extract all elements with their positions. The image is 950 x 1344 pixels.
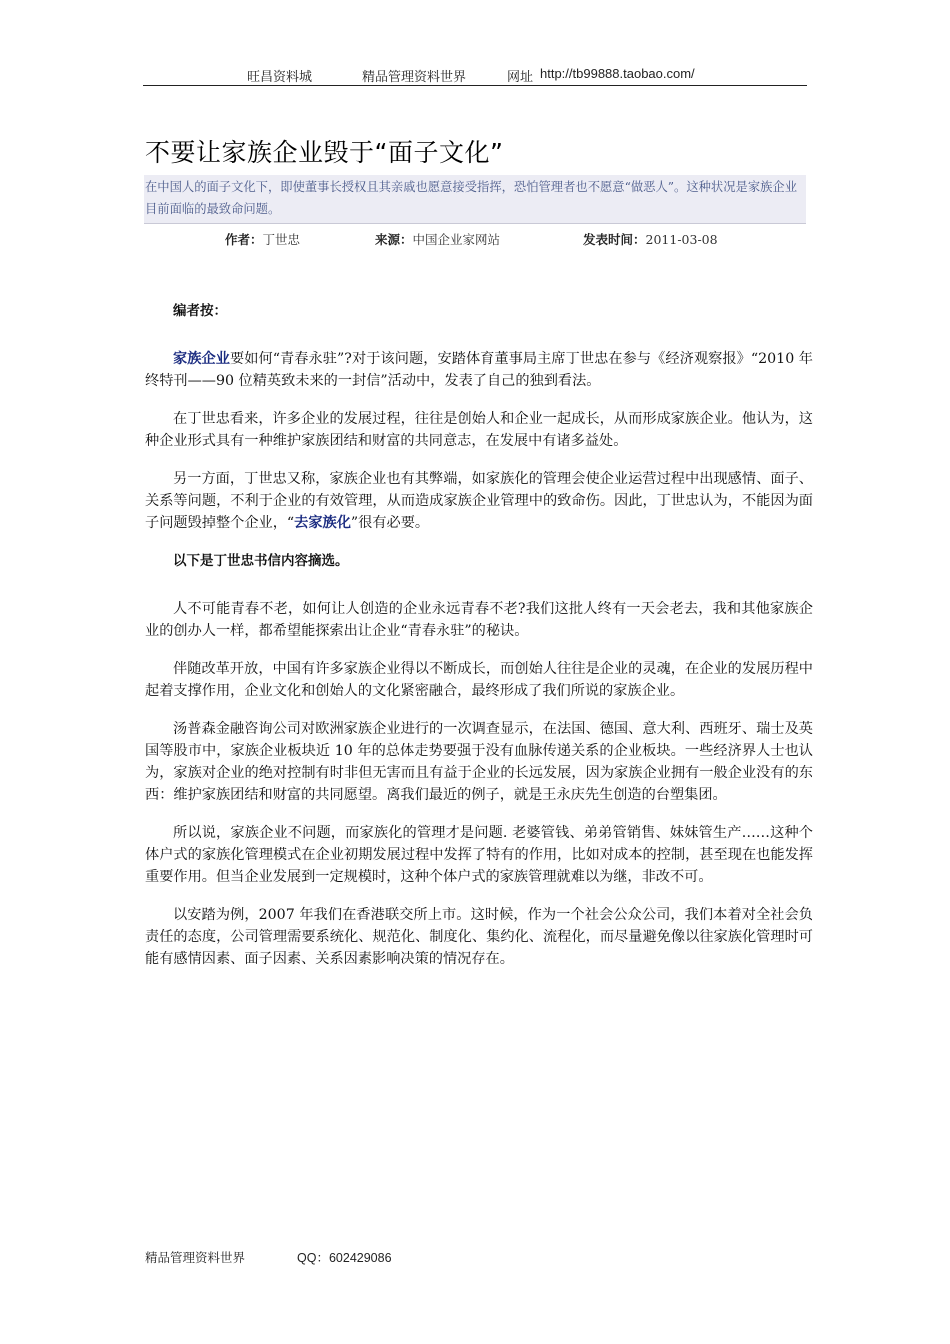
author-label: 作者： [225,232,263,247]
header-divider [143,85,807,86]
paragraph-5: 伴随改革开放，中国有许多家族企业得以不断成长，而创始人往往是企业的灵魂，在企业的发展历程中起着支撑作用，企业文化和创始人的文化紧密融合，最终形成了我们所说的家族企业。 [145,661,813,699]
source-meta [375,230,500,248]
article-body [145,300,813,986]
excerpt-heading: 以下是丁世忠书信内容摘选。 [173,553,349,569]
family-business-link[interactable]: 家族企业 [173,351,230,367]
header-url[interactable]: http://tb99888.taobao.com/ [540,66,695,81]
article-summary: 在中国人的面子文化下，即使董事长授权且其亲戚也愿意接受指挥，恐怕管理者也不愿意“做恶人”。这种状况是家族企业目前面临的最致命问题。 [145,180,798,216]
date-label: 发表时间： [583,232,646,247]
paragraph-4: 人不可能青春不老，如何让人创造的企业永远青春不老?我们这批人终有一天会老去，我和其他家族企业的创办人一样，都希望能探索出让企业“青春永驻”的秘诀。 [145,601,813,639]
header-shop-name: 旺昌资料城 [247,69,313,84]
paragraph-1 [145,348,813,392]
paragraph-3-text-b: ”很有必要。 [350,515,430,531]
paragraph-3 [145,468,813,534]
paragraph-8: 以安踏为例，2007 年我们在香港联交所上市。这时候，作为一个社会公众公司，我们本着对全社会负责任的态度，公司管理需要系统化、规范化、制度化、集约化、流程化，而尽量避免像以往家族化管理时可能有感情因素、面子因素、关系因素影响决策的情况存在。 [145,907,813,967]
header-world-name: 精品管理资料世界 [362,69,467,84]
source-name: 中国企业家网站 [412,232,501,247]
footer-qq: QQ：602429086 [297,1251,392,1265]
paragraph-1-text: 要如何“青春永驻”?对于该问题，安踏体育董事局主席丁世忠在参与《经济观察报》“2010 年终特刊——90 位精英致未来的一封信”活动中，发表了自己的独到看法。 [145,351,813,389]
source-label: 来源： [375,232,413,247]
paragraph-2: 在丁世忠看来，许多企业的发展过程，往往是创始人和企业一起成长，从而形成家族企业。他认为，这种企业形式具有一种维护家族团结和财富的共同意志，在发展中有诸多益处。 [145,411,813,449]
editor-note-heading: 编者按： [173,303,227,319]
article-summary-box [144,175,806,224]
date-meta [583,230,718,248]
header-url-label: 网址 [507,69,534,84]
publish-date: 2011-03-08 [645,232,718,247]
paragraph-6: 汤普森金融咨询公司对欧洲家族企业进行的一次调查显示，在法国、德国、意大利、西班牙、瑞士及英国等股市中，家族企业板块近 10 年的总体走势要强于没有血脉传递关系的企业板块。一些经济界人士也认为，家族对企业的绝对控制有时非但无害而且有益于企业的长远发展，因为家族企业拥有一般企业没有的东西：维护家族团结和财富的共同愿望。离我们最近的例子，就是王永庆先生创造的台塑集团。 [145,721,813,803]
page-footer [145,1248,444,1266]
paragraph-7: 所以说，家族企业不问题，而家族化的管理才是问题. 老婆管钱、弟弟管销售、妹妹管生产……这种个体户式的家族化管理模式在企业初期发展过程中发挥了特有的作用，比如对成本的控制，甚至现在也能发挥重要作用。但当企业发展到一定规模时，这种个体户式的家族管理就难以为继，非改不可。 [145,825,813,885]
author-meta [225,230,300,248]
page-header [143,66,807,86]
author-name: 丁世忠 [262,232,301,247]
de-familization-link[interactable]: 去家族化 [294,515,351,531]
footer-world-name: 精品管理资料世界 [145,1251,246,1265]
paragraph-3-text-a: 另一方面，丁世忠又称，家族企业也有其弊端，如家族化的管理会使企业运营过程中出现感情、面子、关系等问题，不利于企业的有效管理，从而造成家族企业管理中的致命伤。因此，丁世忠认为，不能因为面子问题毁掉整个企业，“ [145,471,813,531]
article-title: 不要让家族企业毁于“面子文化” [145,138,504,167]
